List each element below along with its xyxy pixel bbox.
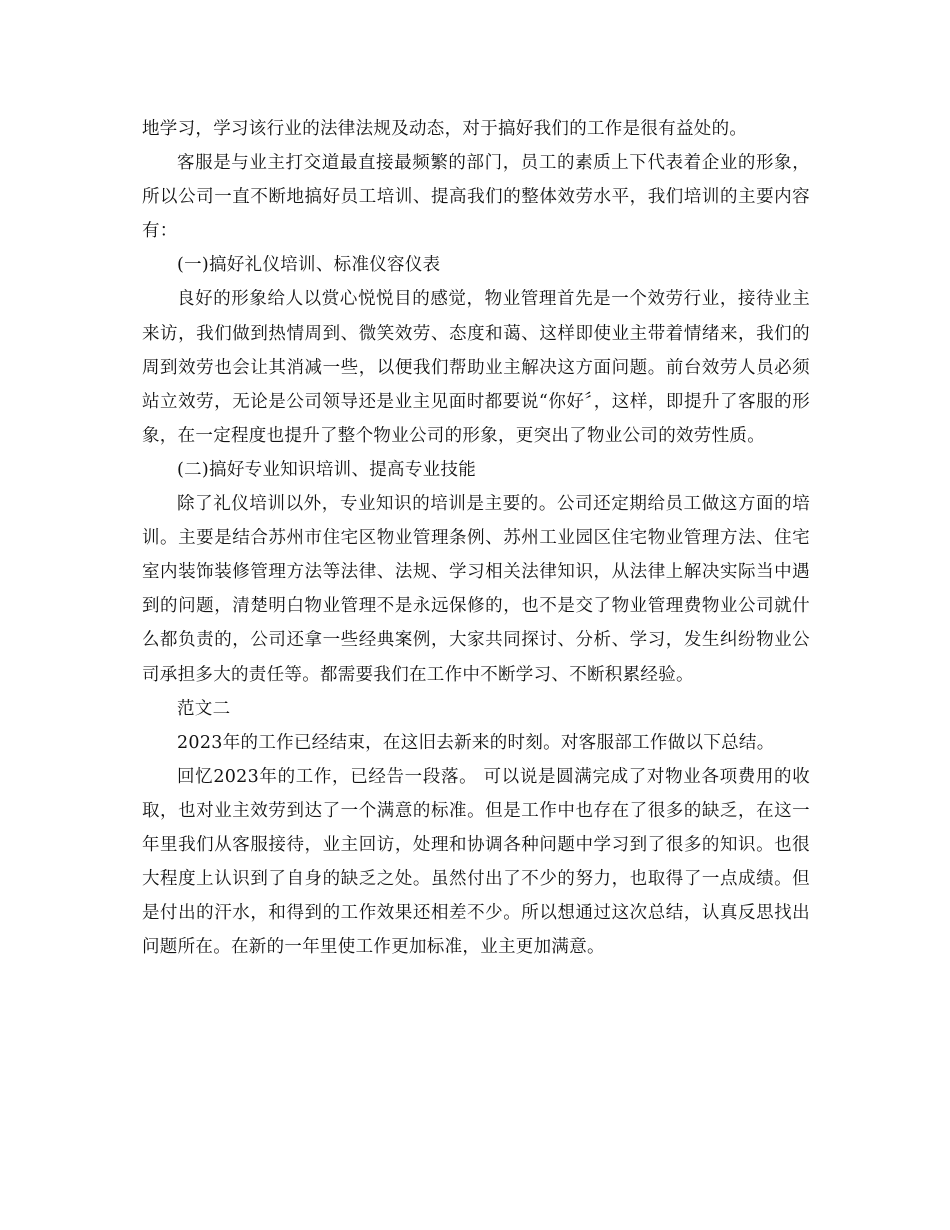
paragraph-customer-service-intro: 客服是与业主打交道最直接最频繁的部门，员工的素质上下代表着企业的形象，所以公司一直不断地搞好员工培训、提高我们的整体效劳水平，我们培训的主要内容有： <box>142 153 810 242</box>
sample-heading: 范文二 <box>177 698 231 719</box>
paragraph-professional: 除了礼仪培训以外，专业知识的培训是主要的。公司还定期给员工做这方面的培训。主要是结合苏州市住宅区物业管理条例、苏州工业园区住宅物业管理方法、住宅室内装饰装修管理方法等法律、法规、学习相关法律知识，从法律上解决实际当中遇到的问题，清楚明白物业管理不是永远保修的，也不是交了物业管理费物业公司就什么都负责的，公司还拿一些经典案例，大家共同探讨、分析、学习，发生纠纷物业公司承担多大的责任等。都需要我们在工作中不断学习、不断积累经验。 <box>142 494 810 685</box>
paragraph-continuation: 地学习，学习该行业的法律法规及动态，对于搞好我们的工作是很有益处的。 <box>142 119 748 139</box>
document-body <box>142 112 810 964</box>
section-heading-etiquette: (一)搞好礼仪培训、标准仪容仪表 <box>177 255 441 276</box>
paragraph-review: 回忆2023年的工作，已经告一段落。 可以说是圆满完成了对物业各项费用的收取，也对业主效劳到达了一个满意的标准。但是工作中也存在了很多的缺乏，在这一年里我们从客服接待，业主回访，处理和协调各种问题中学习到了很多的知识。也很大程度上认识到了自身的缺乏之处。虽然付出了不少的努力，也取得了一点成绩。但是付出的汗水，和得到的工作效果还相差不少。所以想通过这次总结，认真反思找出问题所在。在新的一年里使工作更加标准，业主更加满意。 <box>142 766 810 958</box>
paragraph-etiquette: 良好的形象给人以赏心悦悦目的感觉，物业管理首先是一个效劳行业，接待业主来访，我们做到热情周到、微笑效劳、态度和蔼、这样即使业主带着情绪来，我们的周到效劳也会让其消减一些，以便我们帮助业主解决这方面问题。前台效劳人员必须站立效劳，无论是公司领导还是业主见面时都要说“你好〞，这样，即提升了客服的形象，在一定程度也提升了整个物业公司的形象，更突出了物业公司的效劳性质。 <box>142 289 810 446</box>
section-heading-professional: (二)搞好专业知识培训、提高专业技能 <box>177 459 477 480</box>
paragraph-year-end: 2023年的工作已经结束，在这旧去新来的时刻。对客服部工作做以下总结。 <box>177 732 775 753</box>
